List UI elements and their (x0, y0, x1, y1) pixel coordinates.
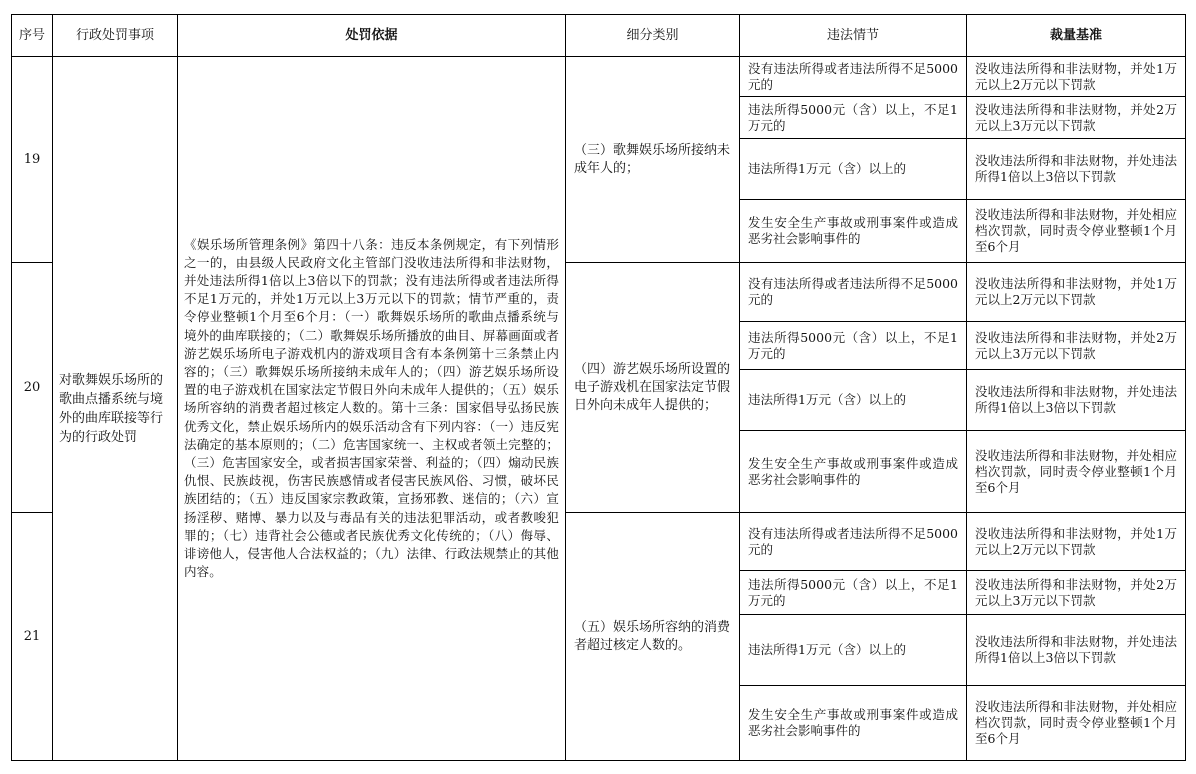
category-19: （三）歌舞娱乐场所接纳未成年人的； (566, 57, 740, 263)
circumstance-cell: 违法所得1万元（含）以上的 (740, 139, 967, 200)
penalty-basis: 《娱乐场所管理条例》第四十八条：违反本条例规定，有下列情形之一的，由县级人民政府文化主管部门没收违法所得和非法财物，并处违法所得1倍以上3倍以下的罚款；没有违法所得或者违法所得不足1万元的，并处1万元以上3万元以下的罚款；情节严重的，责令停业整顿1个月至6个月：（一）歌舞娱乐场所的歌曲点播系统与境外的曲库联接的；（二）歌舞娱乐场所播放的曲目、屏幕画面或者游艺娱乐场所电子游戏机内的游戏项目含有本条例第十三条禁止内容的；（三）歌舞娱乐场所接纳未成年人的；（四）游艺娱乐场所设置的电子游戏机在国家法定节假日外向未成年人提供的；（五）娱乐场所容纳的消费者超过核定人数的。第十三条：国家倡导弘扬民族优秀文化，禁止娱乐场所内的娱乐活动含有下列内容：（一）违反宪法确定的基本原则的；（二）危害国家统一、主权或者领土完整的；（三）危害国家安全，或者损害国家荣誉、利益的；（四）煽动民族仇恨、民族歧视，伤害民族感情或者侵害民族风俗、习惯，破坏民族团结的；（五）违反国家宗教政策，宣扬邪教、迷信的；（六）宣扬淫秽、赌博、暴力以及与毒品有关的违法犯罪活动，或者教唆犯罪的；（七）违背社会公德或者民族优秀文化传统的；（八）侮辱、诽谤他人，侵害他人合法权益的；（九）法律、行政法规禁止的其他内容。 (178, 57, 566, 761)
header-matter: 行政处罚事项 (53, 15, 178, 57)
circumstance-cell: 违法所得5000元（含）以上，不足1万元的 (740, 571, 967, 615)
header-standard: 裁量基准 (967, 15, 1186, 57)
circumstance-cell: 违法所得1万元（含）以上的 (740, 370, 967, 431)
circumstance-cell: 发生安全生产事故或刑事案件或造成恶劣社会影响事件的 (740, 200, 967, 263)
circumstance-cell: 违法所得5000元（含）以上，不足1万元的 (740, 97, 967, 139)
header-row (12, 15, 1186, 57)
seq-21: 21 (12, 513, 53, 761)
header-seq: 序号 (12, 15, 53, 57)
seq-20: 20 (12, 263, 53, 513)
standard-cell: 没收违法所得和非法财物，并处1万元以上2万元以下罚款 (967, 57, 1186, 97)
penalty-table (11, 14, 1186, 761)
category-21: （五）娱乐场所容纳的消费者超过核定人数的。 (566, 513, 740, 761)
category-20: （四）游艺娱乐场所设置的电子游戏机在国家法定节假日外向未成年人提供的； (566, 263, 740, 513)
circumstance-cell: 没有违法所得或者违法所得不足5000元的 (740, 513, 967, 571)
standard-cell: 没收违法所得和非法财物，并处相应档次罚款，同时责令停业整顿1个月至6个月 (967, 431, 1186, 513)
penalty-matter: 对歌舞娱乐场所的歌曲点播系统与境外的曲库联接等行为的行政处罚 (53, 57, 178, 761)
standard-cell: 没收违法所得和非法财物，并处2万元以上3万元以下罚款 (967, 97, 1186, 139)
circumstance-cell: 发生安全生产事故或刑事案件或造成恶劣社会影响事件的 (740, 686, 967, 761)
standard-cell: 没收违法所得和非法财物，并处相应档次罚款，同时责令停业整顿1个月至6个月 (967, 200, 1186, 263)
circumstance-cell: 违法所得5000元（含）以上，不足1万元的 (740, 322, 967, 370)
standard-cell: 没收违法所得和非法财物，并处1万元以上2万元以下罚款 (967, 513, 1186, 571)
circumstance-cell: 违法所得1万元（含）以上的 (740, 615, 967, 686)
circumstance-cell: 没有违法所得或者违法所得不足5000元的 (740, 263, 967, 322)
standard-cell: 没收违法所得和非法财物，并处违法所得1倍以上3倍以下罚款 (967, 139, 1186, 200)
standard-cell: 没收违法所得和非法财物，并处2万元以上3万元以下罚款 (967, 571, 1186, 615)
standard-cell: 没收违法所得和非法财物，并处违法所得1倍以上3倍以下罚款 (967, 370, 1186, 431)
seq-19: 19 (12, 57, 53, 263)
header-circumstance: 违法情节 (740, 15, 967, 57)
standard-cell: 没收违法所得和非法财物，并处违法所得1倍以上3倍以下罚款 (967, 615, 1186, 686)
header-basis: 处罚依据 (178, 15, 566, 57)
circumstance-cell: 没有违法所得或者违法所得不足5000元的 (740, 57, 967, 97)
header-category: 细分类别 (566, 15, 740, 57)
standard-cell: 没收违法所得和非法财物，并处相应档次罚款，同时责令停业整顿1个月至6个月 (967, 686, 1186, 761)
standard-cell: 没收违法所得和非法财物，并处2万元以上3万元以下罚款 (967, 322, 1186, 370)
standard-cell: 没收违法所得和非法财物，并处1万元以上2万元以下罚款 (967, 263, 1186, 322)
circumstance-cell: 发生安全生产事故或刑事案件或造成恶劣社会影响事件的 (740, 431, 967, 513)
table-row (12, 57, 1186, 97)
